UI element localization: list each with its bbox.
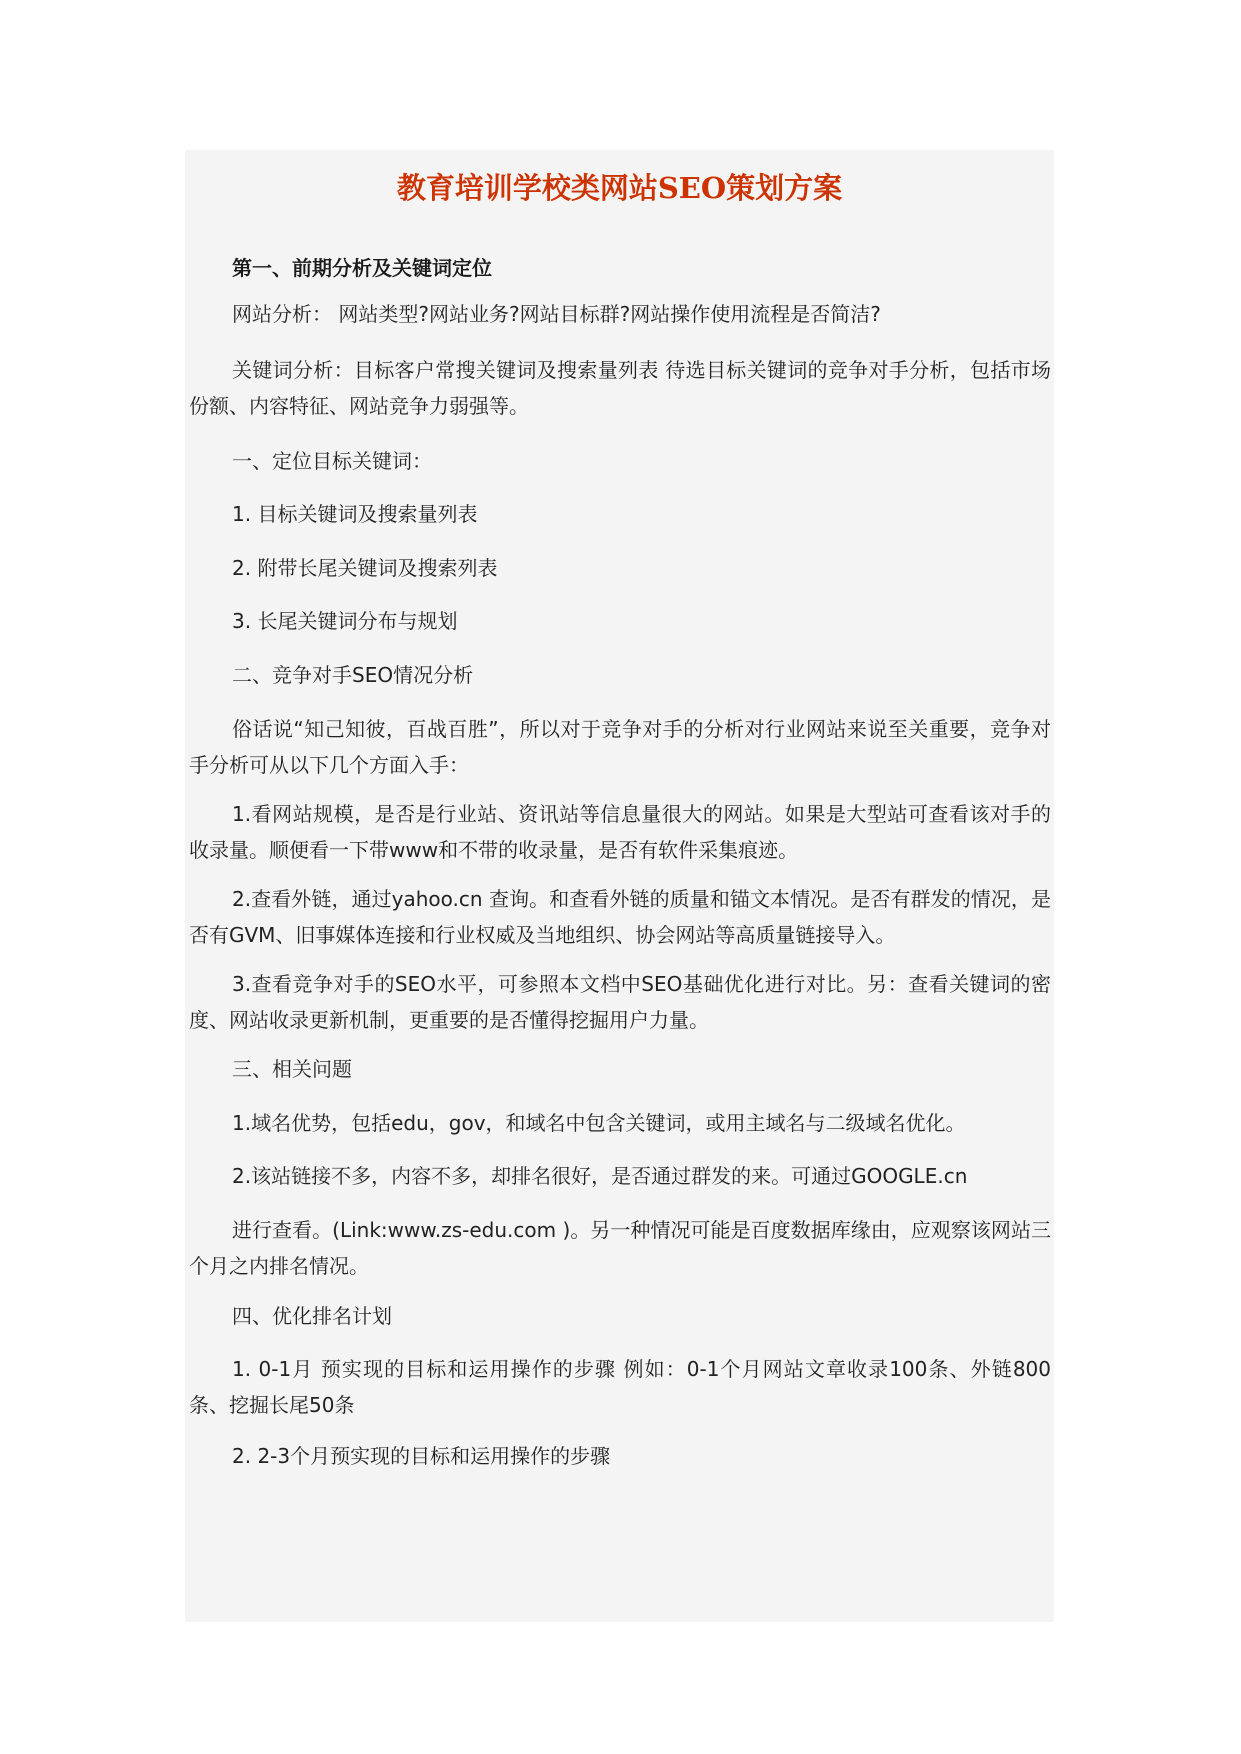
list-item-issue-1: 1.域名优势，包括edu，gov，和域名中包含关键词，或用主域名与二级域名优化。 [232,1111,966,1135]
paragraph-site-analysis: 网站分析： 网站类型?网站业务?网站目标群?网站操作使用流程是否简洁? [232,302,881,326]
list-item-competitor-3: 3.查看竞争对手的SEO水平，可参照本文档中SEO基础优化进行对比。另：查看关键词的密度、网站收录更新机制，更重要的是否懂得挖掘用户力量。 [189,972,1051,1032]
list-item-keyword-2: 2. 附带长尾关键词及搜索列表 [232,556,498,580]
document-title: 教育培训学校类网站SEO策划方案 [396,171,843,205]
paragraph-competitor-heading: 二、竞争对手SEO情况分析 [232,663,474,687]
list-item-keyword-1: 1. 目标关键词及搜索量列表 [232,502,478,526]
paragraph-ranking-plan: 四、优化排名计划 [232,1304,392,1328]
paragraph-target-keywords: 一、定位目标关键词： [232,449,432,473]
paragraph-issue-2-continued: 进行查看。(Link:www.zs-edu.com )。另一种情况可能是百度数据库缘由，应观察该网站三个月之内排名情况。 [189,1218,1051,1278]
list-item-issue-2: 2.该站链接不多，内容不多，却排名很好，是否通过群发的来。可通过GOOGLE.cn [232,1164,968,1188]
paragraph-competitor-intro: 俗话说“知己知彼，百战百胜”，所以对于竞争对手的分析对行业网站来说至关重要，竞争对手分析可从以下几个方面入手： [189,717,1051,777]
list-item-competitor-1: 1.看网站规模，是否是行业站、资讯站等信息量很大的网站。如果是大型站可查看该对手的收录量。顺便看一下带www和不带的收录量，是否有软件采集痕迹。 [189,802,1051,862]
paragraph-keyword-analysis: 关键词分析：目标客户常搜关键词及搜索量列表 待选目标关键词的竞争对手分析，包括市场份额、内容特征、网站竞争力弱强等。 [189,358,1051,418]
section-heading: 第一、前期分析及关键词定位 [232,256,492,280]
list-item-competitor-2: 2.查看外链，通过yahoo.cn 查询。和查看外链的质量和锚文本情况。是否有群发的情况，是否有GVM、旧事媒体连接和行业权威及当地组织、协会网站等高质量链接导入。 [189,887,1051,947]
list-item-plan-2: 2. 2-3个月预实现的目标和运用操作的步骤 [232,1444,611,1468]
paragraph-related-issues: 三、相关问题 [232,1057,352,1081]
list-item-plan-1: 1. 0-1月 预实现的目标和运用操作的步骤 例如：0-1个月网站文章收录100条、外链800条、挖掘长尾50条 [189,1357,1051,1417]
document-panel [185,150,1054,1622]
list-item-keyword-3: 3. 长尾关键词分布与规划 [232,609,458,633]
